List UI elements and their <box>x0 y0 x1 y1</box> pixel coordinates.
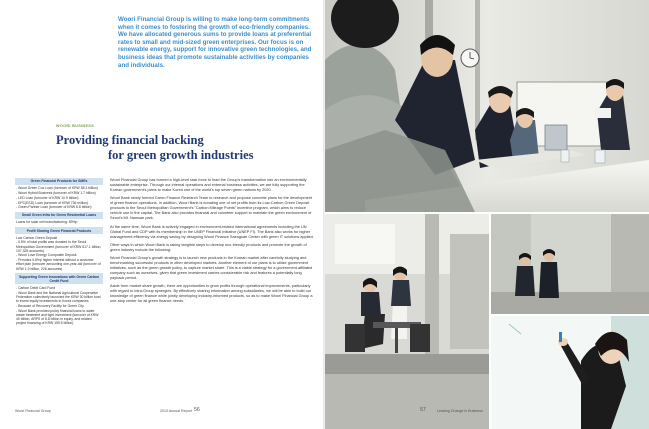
page-number-right: 57 <box>420 407 426 413</box>
woman-at-whiteboard-photo <box>491 316 649 429</box>
footer-report-name: 2010 Annual Report <box>160 409 192 413</box>
sidebar-list <box>15 220 103 227</box>
body-paragraph: Woori Financial Group's growth strategy is to launch new products in the Korean market after carefully studying and benchmarking successful products in other developed markets. Another element of our plans is to utilize government initiatives, such as the green growth policy, to capture market share. This is a viable strategy for a government-affiliated company such as ourselves, given that green investment carries considerable risk and features a potentially long payback period. <box>110 256 313 281</box>
sidebar-list-item: - Provides 0.8%p higher interest without a customer effort plan (turnover amounting one-year-old (turnover of KRW 1.9 billion, 226 accounts) <box>16 258 101 271</box>
sidebar-list-item: - Woori Hybrid Business (turnover of KRW 1.7 billion) <box>16 191 96 196</box>
green-products-sidebar <box>15 178 103 328</box>
body-paragraph: At the same time, Woori Bank is actively engaged in environment-related international agreements including the UN Global Fund and CDP with its membership in the UNEP Financial Initiative (UNEP FI). The Bank also works for higher management efficiency via energy saving by designing Woori Finance Saengsan Center with green IT solutions applied. <box>110 224 314 239</box>
body-text <box>110 178 315 308</box>
body-paragraph: Other ways in which Woori Bank is taking tangible steps to develop eco-friendly products and promote the growth of green industry include the following: <box>110 242 307 252</box>
body-paragraph: Woori Bank newly formed Green Finance Research Team to research and propose concrete plans for the development of green finance operations. In addition, Woori Bank is donating one of net profits from its Low-Carbon Green Deposit products to the Seoul Metropolitan Government's "Carbon Mileage Points" incentive program, which aims to reduce vehicle use in the capital. The Bank also provides financial and volunteer support to maintain the green environment of Seoul's Mt. Namsan park. <box>110 196 312 221</box>
sidebar-heading: Small Green Infra for Green Residential Loans <box>15 212 103 219</box>
page-title <box>56 133 306 163</box>
sidebar-list-item: Low Carbon Green Deposit <box>16 235 58 240</box>
sidebar-list <box>15 186 103 212</box>
sidebar-list-item: - LED Loan (turnover of KRW 10.9 billion) <box>16 195 79 200</box>
sidebar-list-item: - Carbon Debit Card Fund <box>16 285 56 290</box>
sidebar-list-item: - Woori Bank provided policy financial loans to water waste treatment and tight investment (turnover of KRW 40 billion, ARPS of 8.8 billion in equity, and related project financing of KRW 159.5 billion) <box>16 308 99 326</box>
sidebar-list-item: - Woori Love Energy Composite Deposit <box>16 253 77 258</box>
body-paragraph: Woori Financial Group has formed a high-level task force to lead the Group's transformation into an environmentally sustainable enterprise. Through our internal operations and external business activities, we are fully supporting the Korean government's plans to make Korea one of the world's top seven green nations by 2020. <box>110 178 307 192</box>
sidebar-list <box>15 286 103 328</box>
sidebar-list-item: - Woori Bank and the National Agricultural Cooperative Federation collectively launched the KRW 30 billion fund to invest equity investments in Korea companies <box>16 290 101 304</box>
sidebar-list-item: - Because of Recovery Facility for Green City <box>16 303 84 308</box>
sidebar-list-item: - Woori Green Cos Loan (turnover of KRW 58.3 billion) <box>16 186 99 191</box>
footer-section-name: Leading Change in Business <box>437 409 483 413</box>
sidebar-list-item: Loans for solar cell manufacturing: 89%p <box>16 220 78 225</box>
sidebar-list-item: - Green Partner Loan (turnover of KRW 6.8 billion) <box>16 205 92 210</box>
title-line-2: for green growth industries <box>108 148 254 162</box>
sidebar-heading: Profit Sharing Green Financial Products <box>15 227 103 234</box>
sidebar-list <box>15 236 103 274</box>
body-paragraph: Aside from market share growth, there are opportunities to grow profits through operational improvements, particularly with regard to intra-Group synergies. By effectively sharing information among subsidiaries, we will be able to build our knowledge of green finance while jointly developing industry-informed products, so as to make Woori Financial Group a one-stop center for all green finance needs. <box>110 284 313 304</box>
sidebar-list-item: - 0.5% of total profits was donated to the Seoul Metropolitan Government (turnover of KRW 617.1 billion, 107,325 accounts) <box>16 240 102 253</box>
office-lobby-photo <box>325 214 489 429</box>
standing-colleagues-photo <box>491 214 649 314</box>
sidebar-heading: Supporting Green Innovations with Green Carbon Credit Fund <box>15 273 103 284</box>
footer-company-name: Woori Financial Group <box>15 409 51 413</box>
page-number-left: 56 <box>194 407 200 413</box>
business-meeting-photo <box>325 0 649 212</box>
right-page <box>325 0 649 429</box>
intro-paragraph: Woori Financial Group is willing to make long-term commitments when it comes to fostering the growth of eco-friendly companies. We have allocated generous sums to provide loans at preferential rates to small and mid-sized green enterprises. Our focus is on renewable energy, support for innovative green technologies, and business ideas that promote sustainable activities by companies and individuals. <box>118 16 312 69</box>
title-line-1: Providing financial backing <box>56 133 204 147</box>
sidebar-list-item: - EPC(ESD) Loan (turnover of KRW 736 million) <box>16 200 89 205</box>
sidebar-heading: Green Financial Products for SMEs <box>15 178 103 185</box>
section-tag: WOORI BUSINESS <box>56 124 94 128</box>
